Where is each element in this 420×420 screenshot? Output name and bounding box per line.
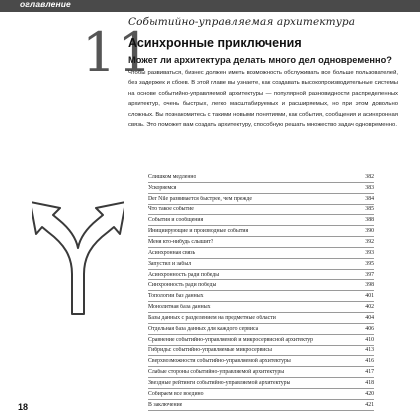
toc-row[interactable] bbox=[148, 226, 374, 237]
toc-row[interactable] bbox=[148, 248, 374, 259]
toc-entry-page: 382 bbox=[365, 173, 374, 180]
toc-entry-title: Асинхронность ради победы bbox=[148, 271, 220, 278]
toc-row[interactable] bbox=[148, 194, 374, 205]
toc-entry-page: 385 bbox=[365, 206, 374, 213]
toc-entry-title: Гибриды: событийно-управляемые микросервисы bbox=[148, 347, 272, 354]
toc-row[interactable] bbox=[148, 346, 374, 357]
toc-entry-title: Собираем все воедино bbox=[148, 390, 204, 397]
chapter-subtitle: Событийно-управляемая архитектура bbox=[128, 16, 356, 28]
toc-row[interactable] bbox=[148, 215, 374, 226]
toc-entry-title: Что такое событие bbox=[148, 206, 194, 213]
toc-entry-title: Базы данных с разделением на предметные области bbox=[148, 314, 276, 321]
toc-row[interactable] bbox=[148, 324, 374, 335]
toc-entry-title: События и сообщения bbox=[148, 217, 204, 224]
toc-row[interactable] bbox=[148, 367, 374, 378]
toc-entry-page: 397 bbox=[365, 271, 374, 278]
table-of-contents bbox=[148, 172, 374, 411]
toc-entry-title: Der Nile развивается быстрее, чем прежде bbox=[148, 195, 252, 202]
toc-entry-page: 410 bbox=[365, 336, 374, 343]
toc-row[interactable] bbox=[148, 237, 374, 248]
toc-entry-title: Монолитная база данных bbox=[148, 304, 211, 311]
toc-entry-page: 401 bbox=[365, 293, 374, 300]
toc-entry-page: 384 bbox=[365, 195, 374, 202]
header-bar bbox=[0, 0, 420, 12]
page-number: 18 bbox=[18, 402, 29, 412]
chapter-intro: Чтобы развиваться, бизнес должен иметь возможность обслуживать все больше пользователей, без задержек и сбоев. В этой главе вы узнаете, как создавать высокопроизводительные системы на основе событийно-управляемой архитектуры — популярной разновидности распределенных архитектур, очень быстрых, легко масштабируемых и расширяемых, но при этом довольно сложных. Вы познакомитесь с такими новыми понятиями, как события, сообщения и асинхронная связь. Это поможет вам создать архитектуру, способную решать множество задач одновременно. bbox=[128, 70, 398, 129]
toc-entry-title: Сверхвозможности событийно-управляемой архитектуры bbox=[148, 358, 291, 365]
toc-entry-page: 388 bbox=[365, 217, 374, 224]
split-arrow-icon bbox=[32, 178, 124, 318]
toc-row[interactable] bbox=[148, 378, 374, 389]
toc-row[interactable] bbox=[148, 270, 374, 281]
toc-row[interactable] bbox=[148, 335, 374, 346]
toc-entry-title: Слишком медленно bbox=[148, 173, 197, 180]
toc-entry-page: 406 bbox=[365, 325, 374, 332]
toc-entry-page: 413 bbox=[365, 347, 374, 354]
toc-entry-page: 404 bbox=[365, 314, 374, 321]
toc-entry-page: 421 bbox=[365, 401, 374, 408]
toc-entry-page: 395 bbox=[365, 260, 374, 267]
chapter-number: 11 bbox=[82, 21, 153, 84]
toc-entry-title: Отдельная база данных для каждого сервиса bbox=[148, 325, 259, 332]
toc-row[interactable] bbox=[148, 356, 374, 367]
toc-row[interactable] bbox=[148, 400, 374, 411]
toc-row[interactable] bbox=[148, 302, 374, 313]
toc-entry-title: Инициирующие и производные события bbox=[148, 228, 249, 235]
toc-row[interactable] bbox=[148, 280, 374, 291]
toc-entry-title: Асинхронная связь bbox=[148, 249, 196, 256]
toc-entry-page: 420 bbox=[365, 390, 374, 397]
toc-row[interactable] bbox=[148, 313, 374, 324]
toc-entry-title: Ускоряемся bbox=[148, 184, 177, 191]
chapter-title: Асинхронные приключения bbox=[128, 36, 302, 50]
toc-entry-title: Слабые стороны событийно-управляемой архитектуры bbox=[148, 369, 285, 376]
toc-row[interactable] bbox=[148, 291, 374, 302]
toc-row[interactable] bbox=[148, 183, 374, 194]
toc-entry-title: Синхронность ради победы bbox=[148, 282, 217, 289]
toc-entry-title: Сравнение событийно-управляемой и микросервисной архитектур bbox=[148, 336, 314, 343]
toc-entry-title: Топологии баз данных bbox=[148, 293, 204, 300]
toc-entry-title: Меня кто-нибудь слышит? bbox=[148, 238, 214, 245]
toc-entry-title: В заключение bbox=[148, 401, 183, 408]
chapter-question: Может ли архитектура делать много дел одновременно? bbox=[128, 55, 392, 65]
toc-entry-title: Запустил и забыл bbox=[148, 260, 192, 267]
toc-entry-page: 393 bbox=[365, 249, 374, 256]
toc-entry-page: 402 bbox=[365, 304, 374, 311]
section-label: оглавление bbox=[20, 0, 71, 9]
toc-entry-title: Звездные рейтинги событийно-управляемой архитектуры bbox=[148, 379, 291, 386]
toc-entry-page: 390 bbox=[365, 228, 374, 235]
toc-entry-page: 417 bbox=[365, 369, 374, 376]
toc-entry-page: 416 bbox=[365, 358, 374, 365]
toc-entry-page: 398 bbox=[365, 282, 374, 289]
toc-entry-page: 383 bbox=[365, 184, 374, 191]
toc-entry-page: 392 bbox=[365, 238, 374, 245]
toc-row[interactable] bbox=[148, 205, 374, 216]
toc-row[interactable] bbox=[148, 172, 374, 183]
toc-entry-page: 418 bbox=[365, 379, 374, 386]
toc-row[interactable] bbox=[148, 259, 374, 270]
toc-row[interactable] bbox=[148, 389, 374, 400]
